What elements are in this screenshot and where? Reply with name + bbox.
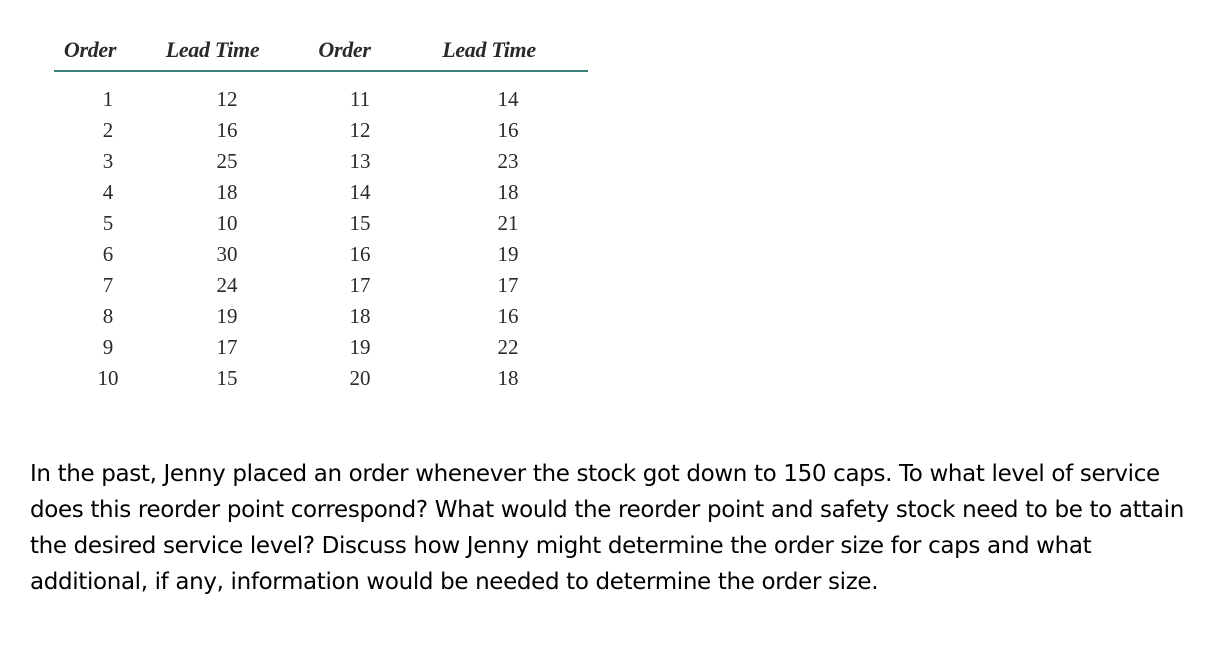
order-number: 8 xyxy=(102,304,114,328)
lead-time-cell xyxy=(126,115,299,146)
lead-time-value: 24 xyxy=(216,273,238,297)
order-number: 1 xyxy=(102,87,114,111)
table-row xyxy=(54,363,588,394)
lead-time-value: 22 xyxy=(497,335,519,359)
order-number-cell xyxy=(299,270,390,301)
order-number-cell xyxy=(299,71,390,115)
lead-time-value: 17 xyxy=(497,273,519,297)
lead-time-value: 12 xyxy=(216,87,238,111)
question-text: In the past, Jenny placed an order whenever the stock got down to 150 caps. To what level of service does this reorder point correspond? What would the reorder point and safety stock need to be to attain the desired service level? Discuss how Jenny might determine the order size for caps and what additional, if any, information would be needed to determine the order size. xyxy=(30,461,1184,595)
table-row xyxy=(54,301,588,332)
lead-time-cell xyxy=(390,177,588,208)
order-number-cell xyxy=(299,115,390,146)
order-number-cell xyxy=(299,332,390,363)
lead-time-value: 18 xyxy=(497,366,519,390)
table-row xyxy=(54,332,588,363)
lead-time-cell xyxy=(390,270,588,301)
table-row xyxy=(54,115,588,146)
table-row xyxy=(54,239,588,270)
lead-time-cell xyxy=(126,270,299,301)
order-number-cell xyxy=(54,71,126,115)
order-number: 7 xyxy=(102,273,114,297)
order-number: 2 xyxy=(102,118,114,142)
lead-time-value: 15 xyxy=(216,366,238,390)
lead-time-cell xyxy=(390,71,588,115)
order-number: 15 xyxy=(349,211,371,235)
lead-time-cell xyxy=(390,146,588,177)
lead-time-value: 30 xyxy=(216,242,238,266)
order-number-cell xyxy=(54,239,126,270)
order-number: 12 xyxy=(349,118,371,142)
lead-time-cell xyxy=(390,239,588,270)
lead-time-cell xyxy=(126,239,299,270)
order-number-cell xyxy=(299,363,390,394)
lead-time-value: 19 xyxy=(497,242,519,266)
lead-time-cell xyxy=(390,208,588,239)
order-number: 11 xyxy=(349,87,371,111)
lead-time-cell xyxy=(126,177,299,208)
table-body xyxy=(54,71,588,394)
lead-time-cell xyxy=(126,301,299,332)
order-number-cell xyxy=(54,332,126,363)
lead-time-cell xyxy=(126,146,299,177)
order-number: 17 xyxy=(349,273,371,297)
lead-time-value: 18 xyxy=(497,180,519,204)
lead-time-cell xyxy=(390,115,588,146)
lead-time-cell xyxy=(390,363,588,394)
lead-time-cell xyxy=(126,363,299,394)
lead-time-table-container xyxy=(54,30,588,394)
order-number-cell xyxy=(299,177,390,208)
order-number: 5 xyxy=(102,211,114,235)
order-number: 14 xyxy=(349,180,371,204)
lead-time-table xyxy=(54,30,588,394)
order-number-cell xyxy=(299,146,390,177)
lead-time-value: 19 xyxy=(216,304,238,328)
order-number-cell xyxy=(54,208,126,239)
header-lead-time-2: Lead Time xyxy=(390,30,588,71)
lead-time-value: 14 xyxy=(497,87,519,111)
order-number-cell xyxy=(299,239,390,270)
table-row xyxy=(54,71,588,115)
table-row xyxy=(54,270,588,301)
order-number-cell xyxy=(54,115,126,146)
lead-time-value: 25 xyxy=(216,149,238,173)
order-number-cell xyxy=(299,301,390,332)
order-number: 6 xyxy=(102,242,114,266)
order-number-cell xyxy=(299,208,390,239)
table-header-row xyxy=(54,30,588,71)
lead-time-value: 23 xyxy=(497,149,519,173)
header-order-2: Order xyxy=(299,30,390,71)
header-lead-time-1: Lead Time xyxy=(126,30,299,71)
table-row xyxy=(54,146,588,177)
lead-time-cell xyxy=(126,332,299,363)
lead-time-value: 21 xyxy=(497,211,519,235)
order-number: 4 xyxy=(102,180,114,204)
order-number: 10 xyxy=(97,366,119,390)
lead-time-value: 16 xyxy=(216,118,238,142)
order-number: 9 xyxy=(102,335,114,359)
order-number: 13 xyxy=(349,149,371,173)
order-number: 18 xyxy=(349,304,371,328)
header-order-1: Order xyxy=(54,30,126,71)
lead-time-cell xyxy=(390,301,588,332)
lead-time-value: 17 xyxy=(216,335,238,359)
order-number: 16 xyxy=(349,242,371,266)
order-number: 19 xyxy=(349,335,371,359)
lead-time-cell xyxy=(126,208,299,239)
order-number: 3 xyxy=(102,149,114,173)
order-number: 20 xyxy=(349,366,371,390)
order-number-cell xyxy=(54,177,126,208)
order-number-cell xyxy=(54,363,126,394)
lead-time-value: 18 xyxy=(216,180,238,204)
lead-time-value: 10 xyxy=(216,211,238,235)
lead-time-cell xyxy=(126,71,299,115)
lead-time-value: 16 xyxy=(497,304,519,328)
table-row xyxy=(54,177,588,208)
order-number-cell xyxy=(54,146,126,177)
lead-time-cell xyxy=(390,332,588,363)
table-row xyxy=(54,208,588,239)
lead-time-value: 16 xyxy=(497,118,519,142)
order-number-cell xyxy=(54,301,126,332)
order-number-cell xyxy=(54,270,126,301)
